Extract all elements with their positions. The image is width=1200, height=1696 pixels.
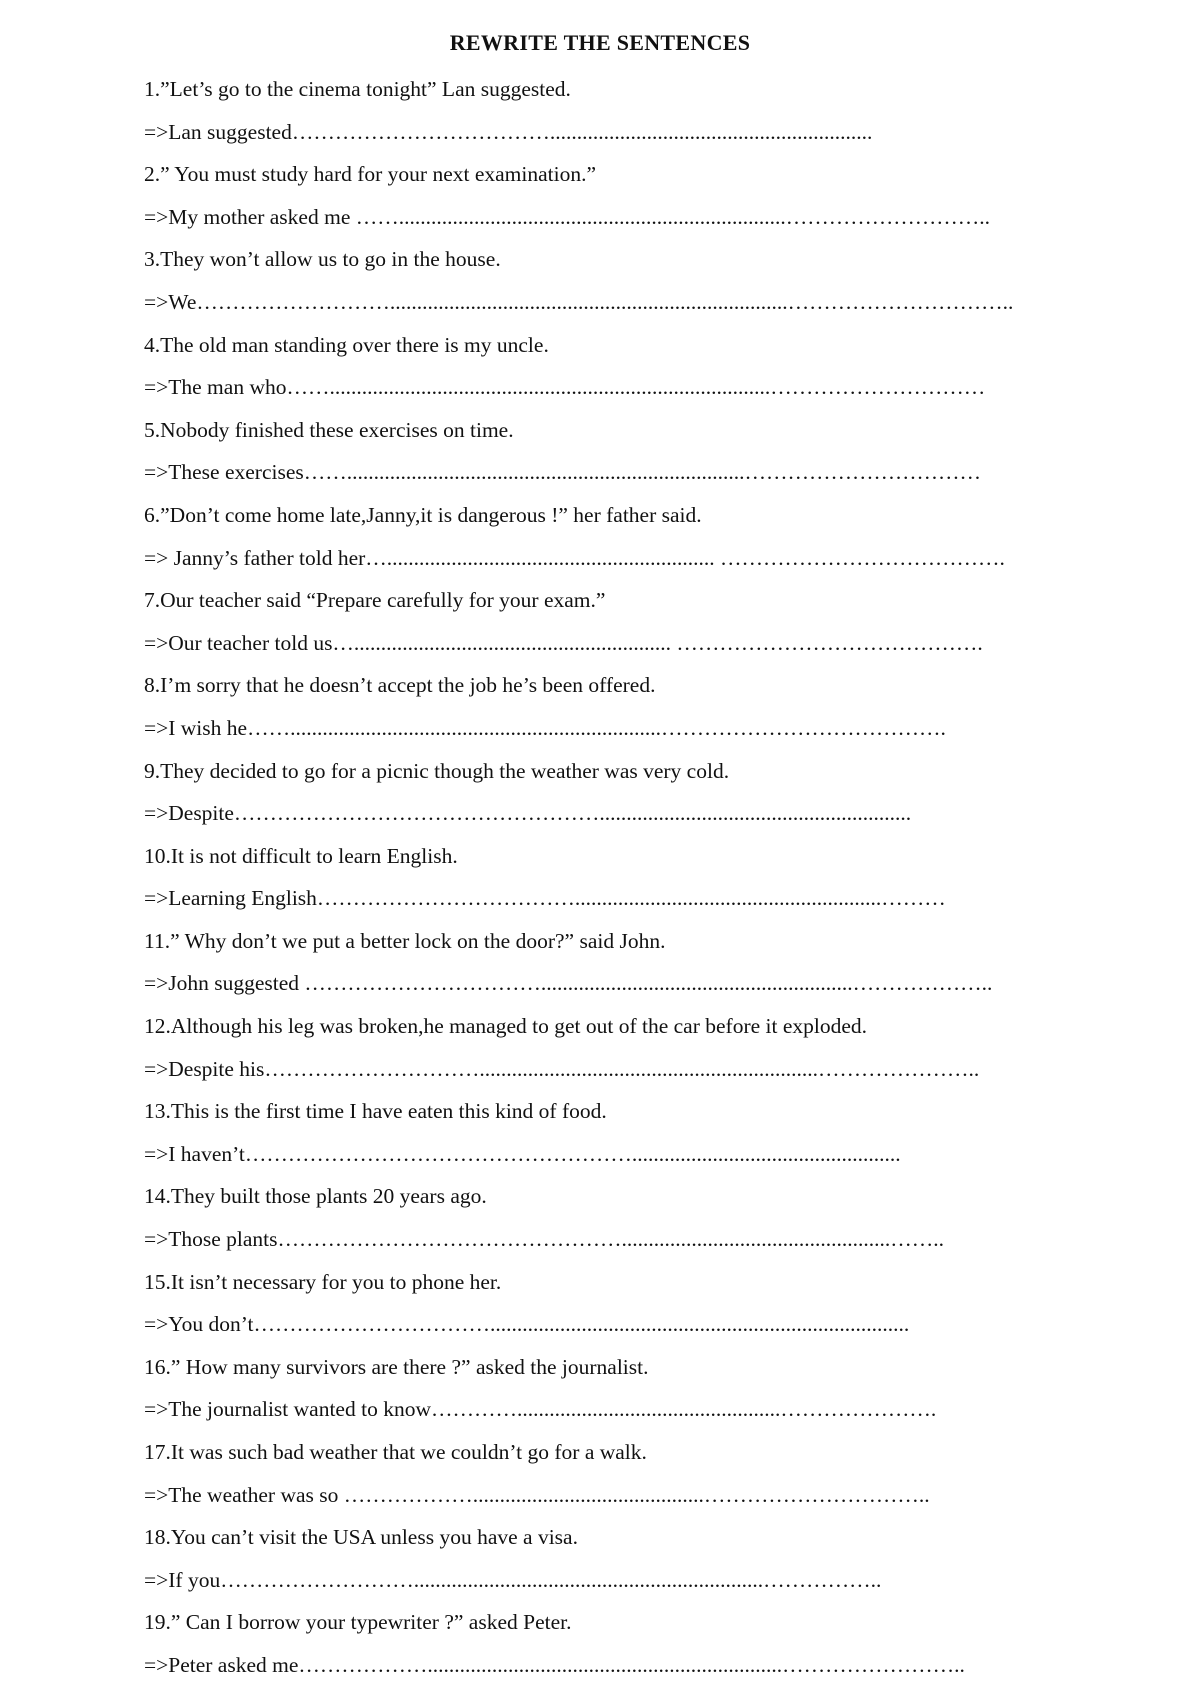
- exercise-sentence: 7.Our teacher said “Prepare carefully for your exam.”: [144, 588, 606, 613]
- exercise-item: [144, 1431, 1144, 1516]
- exercise-item: [144, 750, 1144, 835]
- rewrite-answer-line[interactable]: =>If you……………………….................................................................……………..: [144, 1567, 882, 1592]
- rewrite-answer-line[interactable]: =>Despite his…………………………...............................................................…………………..: [144, 1056, 980, 1081]
- rewrite-answer-line[interactable]: =>The journalist wanted to know………….................................................………………….: [144, 1397, 937, 1422]
- rewrite-answer-line[interactable]: =>The man who……..................................................................................…………………………: [144, 375, 986, 400]
- rewrite-answer-line[interactable]: =>My mother asked me ……........................................................................………………………..: [144, 204, 990, 229]
- rewrite-answer-line[interactable]: =>You don’t……………………………..............................................................................: [144, 1312, 910, 1337]
- exercise-item: [144, 494, 1144, 579]
- exercise-item: [144, 153, 1144, 238]
- exercise-sentence: 9.They decided to go for a picnic though the weather was very cold.: [144, 758, 730, 783]
- exercise-item: [144, 324, 1144, 409]
- rewrite-answer-line[interactable]: =>The weather was so ………………...........................................…………………………..: [144, 1482, 930, 1507]
- rewrite-answer-line[interactable]: =>Despite……………………………………………..........................................................: [144, 801, 912, 826]
- exercise-sentence: 17.It was such bad weather that we couldn’t go for a walk.: [144, 1440, 647, 1464]
- exercise-sentence: 18.You can’t visit the USA unless you have a visa.: [144, 1525, 578, 1550]
- exercise-sentence: 2.” You must study hard for your next examination.”: [144, 162, 597, 187]
- exercise-item: [144, 1346, 1144, 1431]
- exercise-item: [144, 409, 1144, 494]
- exercise-item: [144, 238, 1144, 323]
- exercise-sentence: 13.This is the first time I have eaten this kind of food.: [144, 1099, 607, 1124]
- exercise-item: [144, 579, 1144, 664]
- exercise-sentence: 12.Although his leg was broken,he managed to get out of the car before it exploded.: [144, 1014, 868, 1039]
- page-title: REWRITE THE SENTENCES: [449, 30, 751, 55]
- exercise-item: [144, 920, 1144, 1005]
- rewrite-answer-line[interactable]: =>Those plants…………………………………………..................................................……..: [144, 1227, 945, 1252]
- exercise-item: [144, 835, 1144, 920]
- exercise-item: [144, 664, 1144, 749]
- exercise-item: [144, 1516, 1144, 1601]
- exercise-sentence: 15.It isn’t necessary for you to phone her.: [144, 1269, 502, 1294]
- exercise-item: [144, 1005, 1144, 1090]
- rewrite-answer-line[interactable]: =>We………………………..........................................................................…………………………..: [144, 289, 1014, 314]
- exercise-sentence: 8.I’m sorry that he doesn’t accept the job he’s been offered.: [144, 673, 656, 698]
- exercise-sentence: 1.”Let’s go to the cinema tonight” Lan suggested.: [144, 77, 571, 101]
- exercise-sentence: 14.They built those plants 20 years ago.: [144, 1184, 487, 1209]
- exercise-item: [144, 68, 1144, 153]
- exercise-list: [144, 68, 1144, 1687]
- exercise-item: [144, 1601, 1144, 1686]
- exercise-sentence: 10.It is not difficult to learn English.: [144, 843, 458, 868]
- exercise-sentence: 6.”Don’t come home late,Janny,it is dangerous !” her father said.: [144, 502, 702, 527]
- rewrite-answer-line[interactable]: => Janny’s father told her…............................................................. ………………………………….: [144, 545, 1005, 570]
- exercise-item: [144, 1175, 1144, 1260]
- rewrite-answer-line[interactable]: =>I wish he…….....................................................................………………………………….: [144, 715, 946, 740]
- rewrite-answer-line[interactable]: =>Peter asked me………………..................................................................……………………..: [144, 1652, 965, 1677]
- exercise-sentence: 3.They won’t allow us to go in the house.: [144, 247, 501, 272]
- rewrite-answer-line[interactable]: =>Learning English……………………………….........................................................………: [144, 886, 946, 911]
- exercise-item: [144, 1090, 1144, 1175]
- rewrite-answer-line[interactable]: =>Lan suggested………………………………............................................................: [144, 119, 873, 144]
- exercise-sentence: 16.” How many survivors are there ?” asked the journalist.: [144, 1354, 649, 1379]
- rewrite-answer-line[interactable]: =>These exercises……..........................................................................……………………………: [144, 460, 981, 485]
- exercise-sentence: 5.Nobody finished these exercises on time.: [144, 417, 514, 442]
- exercise-sentence: 4.The old man standing over there is my uncle.: [144, 332, 549, 357]
- rewrite-answer-line[interactable]: =>I haven’t………………………………………………..................................................: [144, 1141, 901, 1166]
- rewrite-answer-line[interactable]: =>John suggested ……………………………..........................................................………………..: [144, 971, 993, 996]
- rewrite-answer-line[interactable]: =>Our teacher told us…........................................................... …………………………………….: [144, 630, 983, 655]
- exercise-sentence: 19.” Can I borrow your typewriter ?” asked Peter.: [144, 1610, 572, 1635]
- exercise-item: [144, 1261, 1144, 1346]
- exercise-sentence: 11.” Why don’t we put a better lock on the door?” said John.: [144, 928, 666, 953]
